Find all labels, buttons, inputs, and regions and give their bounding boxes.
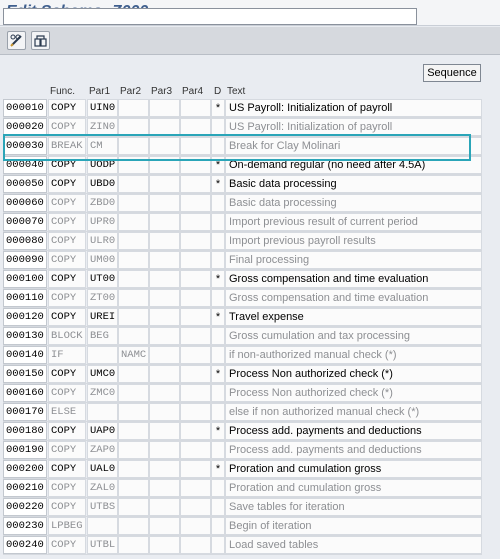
func-cell[interactable]: COPY (48, 460, 86, 478)
table-row[interactable] (3, 403, 482, 422)
par4-cell[interactable] (180, 403, 211, 421)
d-cell[interactable]: * (211, 308, 225, 326)
line-number-input[interactable]: 000090 (3, 251, 47, 269)
d-cell[interactable]: * (211, 99, 225, 117)
par4-cell[interactable] (180, 384, 211, 402)
table-row[interactable] (3, 498, 482, 517)
line-number-input[interactable]: 000010 (3, 99, 47, 117)
line-number-input[interactable]: 000060 (3, 194, 47, 212)
line-number-input[interactable]: 000230 (3, 517, 47, 535)
par1-cell[interactable]: UTBL (87, 536, 118, 554)
par3-cell[interactable] (149, 99, 180, 117)
sequence-button[interactable]: Sequence (423, 64, 481, 82)
par1-cell[interactable]: UAP0 (87, 422, 118, 440)
d-cell[interactable] (211, 441, 225, 459)
par3-cell[interactable] (149, 422, 180, 440)
line-number-input[interactable]: 000150 (3, 365, 47, 383)
par4-cell[interactable] (180, 137, 211, 155)
par3-cell[interactable] (149, 251, 180, 269)
par2-cell[interactable] (118, 175, 149, 193)
table-row[interactable] (3, 460, 482, 479)
func-cell[interactable]: COPY (48, 365, 86, 383)
d-cell[interactable] (211, 327, 225, 345)
par3-cell[interactable] (149, 498, 180, 516)
d-cell[interactable]: * (211, 365, 225, 383)
par1-cell[interactable]: ZIN0 (87, 118, 118, 136)
par2-cell[interactable] (118, 384, 149, 402)
header-func: Func. (50, 86, 76, 97)
par3-cell[interactable] (149, 460, 180, 478)
par2-cell[interactable] (118, 403, 149, 421)
par4-cell[interactable] (180, 498, 211, 516)
text-cell[interactable]: Process add. payments and deductions (225, 422, 482, 440)
application-toolbar (0, 27, 500, 55)
text-cell[interactable]: Proration and cumulation gross (225, 460, 482, 478)
d-cell[interactable]: * (211, 422, 225, 440)
other-object-button[interactable] (31, 31, 50, 50)
par2-cell[interactable] (118, 270, 149, 288)
d-cell[interactable] (211, 232, 225, 250)
table-row[interactable] (3, 479, 482, 498)
par3-cell[interactable] (149, 365, 180, 383)
par3-cell[interactable] (149, 346, 180, 364)
table-header (3, 84, 482, 99)
func-cell[interactable]: BLOCK (48, 327, 86, 345)
table-row[interactable] (3, 517, 482, 536)
table-body (3, 99, 482, 555)
par4-cell[interactable] (180, 118, 211, 136)
par1-cell[interactable]: BEG (87, 327, 118, 345)
line-number-input[interactable]: 000030 (3, 137, 47, 155)
table-row[interactable] (3, 137, 482, 156)
par2-cell[interactable] (118, 213, 149, 231)
text-cell[interactable]: Import previous result of current period (225, 213, 482, 231)
par3-cell[interactable] (149, 441, 180, 459)
table-row[interactable] (3, 99, 482, 118)
table-row[interactable] (3, 156, 482, 175)
par2-cell[interactable] (118, 498, 149, 516)
func-cell[interactable]: COPY (48, 441, 86, 459)
text-cell[interactable]: Process Non authorized check (*) (225, 384, 482, 402)
text-cell[interactable]: Proration and cumulation gross (225, 479, 482, 497)
d-cell[interactable] (211, 479, 225, 497)
text-cell[interactable]: Load saved tables (225, 536, 482, 554)
table-row[interactable] (3, 346, 482, 365)
text-cell[interactable]: Process add. payments and deductions (225, 441, 482, 459)
header-par1: Par1 (89, 86, 111, 97)
par4-cell[interactable] (180, 289, 211, 307)
par2-cell[interactable] (118, 536, 149, 554)
d-cell[interactable] (211, 137, 225, 155)
par1-cell[interactable] (87, 346, 118, 364)
func-cell[interactable]: COPY (48, 118, 86, 136)
par1-cell[interactable]: UODP (87, 156, 118, 174)
line-number-input[interactable]: 000070 (3, 213, 47, 231)
func-cell[interactable]: COPY (48, 194, 86, 212)
par4-cell[interactable] (180, 213, 211, 231)
par1-cell[interactable]: UT00 (87, 270, 118, 288)
text-cell[interactable]: Gross compensation and time evaluation (225, 270, 482, 288)
par2-cell[interactable] (118, 99, 149, 117)
par1-cell[interactable] (87, 517, 118, 535)
d-cell[interactable] (211, 403, 225, 421)
d-cell[interactable] (211, 536, 225, 554)
text-cell[interactable]: On-demand regular (no need after 4.5A) (225, 156, 482, 174)
par1-cell[interactable]: ZMC0 (87, 384, 118, 402)
par1-cell[interactable]: UM00 (87, 251, 118, 269)
table-row[interactable] (3, 175, 482, 194)
par4-cell[interactable] (180, 232, 211, 250)
d-cell[interactable]: * (211, 460, 225, 478)
header-text: Text (227, 86, 246, 97)
par3-cell[interactable] (149, 194, 180, 212)
text-cell[interactable]: Basic data processing (225, 194, 482, 212)
par2-cell[interactable] (118, 441, 149, 459)
par2-cell[interactable] (118, 118, 149, 136)
line-number-input[interactable]: 000240 (3, 536, 47, 554)
par2-cell[interactable] (118, 460, 149, 478)
table-row[interactable] (3, 194, 482, 213)
par1-cell[interactable]: UIN0 (87, 99, 118, 117)
d-cell[interactable] (211, 251, 225, 269)
par1-cell[interactable]: UTBS (87, 498, 118, 516)
line-number-input[interactable]: 000110 (3, 289, 47, 307)
table-row[interactable] (3, 441, 482, 460)
par1-cell[interactable]: ZBD0 (87, 194, 118, 212)
par2-cell[interactable] (118, 327, 149, 345)
header-par2: Par2 (120, 86, 142, 97)
d-cell[interactable]: * (211, 270, 225, 288)
par3-cell[interactable] (149, 536, 180, 554)
par4-cell[interactable] (180, 308, 211, 326)
par3-cell[interactable] (149, 289, 180, 307)
func-cell[interactable]: IF (48, 346, 86, 364)
func-cell[interactable]: COPY (48, 175, 86, 193)
par4-cell[interactable] (180, 270, 211, 288)
par4-cell[interactable] (180, 251, 211, 269)
text-cell[interactable]: Gross cumulation and tax processing (225, 327, 482, 345)
d-cell[interactable] (211, 118, 225, 136)
par1-cell[interactable]: UREI (87, 308, 118, 326)
par4-cell[interactable] (180, 460, 211, 478)
line-number-input[interactable]: 000190 (3, 441, 47, 459)
par3-cell[interactable] (149, 517, 180, 535)
func-cell[interactable]: BREAK (48, 137, 86, 155)
d-cell[interactable] (211, 346, 225, 364)
line-number-input[interactable]: 000020 (3, 118, 47, 136)
par1-cell[interactable]: ZT00 (87, 289, 118, 307)
d-cell[interactable]: * (211, 156, 225, 174)
table-row[interactable] (3, 422, 482, 441)
par3-cell[interactable] (149, 118, 180, 136)
par2-cell[interactable] (118, 156, 149, 174)
table-row[interactable] (3, 213, 482, 232)
par4-cell[interactable] (180, 441, 211, 459)
par3-cell[interactable] (149, 327, 180, 345)
line-number-input[interactable]: 000180 (3, 422, 47, 440)
header-par3: Par3 (151, 86, 173, 97)
line-number-input[interactable]: 000210 (3, 479, 47, 497)
d-cell[interactable] (211, 213, 225, 231)
par2-cell[interactable] (118, 308, 149, 326)
table-row[interactable] (3, 365, 482, 384)
table-row[interactable] (3, 384, 482, 403)
text-cell[interactable]: if non-authorized manual check (*) (225, 346, 482, 364)
par2-cell[interactable] (118, 517, 149, 535)
func-cell[interactable]: COPY (48, 289, 86, 307)
par4-cell[interactable] (180, 175, 211, 193)
d-cell[interactable] (211, 517, 225, 535)
table-row[interactable] (3, 536, 482, 555)
par2-cell[interactable] (118, 251, 149, 269)
table-row[interactable] (3, 232, 482, 251)
par4-cell[interactable] (180, 327, 211, 345)
par4-cell[interactable] (180, 194, 211, 212)
line-number-input[interactable]: 000130 (3, 327, 47, 345)
d-cell[interactable] (211, 194, 225, 212)
par1-cell[interactable]: ULR0 (87, 232, 118, 250)
par1-cell[interactable]: UMC0 (87, 365, 118, 383)
line-number-input[interactable]: 000220 (3, 498, 47, 516)
func-cell[interactable]: COPY (48, 270, 86, 288)
text-cell[interactable]: Basic data processing (225, 175, 482, 193)
par3-cell[interactable] (149, 232, 180, 250)
text-cell[interactable]: else if non authorized manual check (*) (225, 403, 482, 421)
func-cell[interactable]: LPBEG (48, 517, 86, 535)
par2-cell[interactable] (118, 137, 149, 155)
par2-cell[interactable] (118, 479, 149, 497)
line-number-input[interactable]: 000200 (3, 460, 47, 478)
func-cell[interactable]: ELSE (48, 403, 86, 421)
par2-cell[interactable] (118, 422, 149, 440)
par2-cell[interactable] (118, 232, 149, 250)
par4-cell[interactable] (180, 365, 211, 383)
par4-cell[interactable] (180, 536, 211, 554)
d-cell[interactable]: * (211, 175, 225, 193)
par2-cell[interactable] (118, 289, 149, 307)
par3-cell[interactable] (149, 175, 180, 193)
header-par4: Par4 (182, 86, 204, 97)
par2-cell[interactable]: NAMC (118, 346, 149, 364)
text-cell[interactable]: Save tables for iteration (225, 498, 482, 516)
par3-cell[interactable] (149, 384, 180, 402)
par4-cell[interactable] (180, 99, 211, 117)
table-row[interactable] (3, 251, 482, 270)
display-change-button[interactable] (7, 31, 26, 50)
func-cell[interactable]: COPY (48, 156, 86, 174)
func-cell[interactable]: COPY (48, 213, 86, 231)
func-cell[interactable]: COPY (48, 384, 86, 402)
schema-table (3, 84, 482, 555)
par3-cell[interactable] (149, 156, 180, 174)
sequence-input[interactable] (3, 8, 417, 25)
par2-cell[interactable] (118, 194, 149, 212)
table-row[interactable] (3, 118, 482, 137)
par4-cell[interactable] (180, 517, 211, 535)
func-cell[interactable]: COPY (48, 479, 86, 497)
text-cell[interactable]: Final processing (225, 251, 482, 269)
par1-cell[interactable]: UAL0 (87, 460, 118, 478)
par4-cell[interactable] (180, 346, 211, 364)
func-cell[interactable]: COPY (48, 308, 86, 326)
par1-cell[interactable]: CM (87, 137, 118, 155)
table-row[interactable] (3, 308, 482, 327)
func-cell[interactable]: COPY (48, 498, 86, 516)
par3-cell[interactable] (149, 308, 180, 326)
line-number-input[interactable]: 000120 (3, 308, 47, 326)
func-cell[interactable]: COPY (48, 232, 86, 250)
line-number-input[interactable]: 000080 (3, 232, 47, 250)
d-cell[interactable] (211, 498, 225, 516)
line-number-input[interactable]: 000160 (3, 384, 47, 402)
par3-cell[interactable] (149, 137, 180, 155)
par1-cell[interactable] (87, 403, 118, 421)
table-row[interactable] (3, 327, 482, 346)
text-cell[interactable]: Import previous payroll results (225, 232, 482, 250)
par4-cell[interactable] (180, 479, 211, 497)
func-cell[interactable]: COPY (48, 536, 86, 554)
pencil-glasses-icon (9, 33, 24, 48)
par3-cell[interactable] (149, 213, 180, 231)
table-row[interactable] (3, 270, 482, 289)
text-cell[interactable]: Gross compensation and time evaluation (225, 289, 482, 307)
line-number-input[interactable]: 000040 (3, 156, 47, 174)
text-cell[interactable]: US Payroll: Initialization of payroll (225, 99, 482, 117)
d-cell[interactable] (211, 289, 225, 307)
text-cell[interactable]: Travel expense (225, 308, 482, 326)
par3-cell[interactable] (149, 403, 180, 421)
par4-cell[interactable] (180, 422, 211, 440)
par1-cell[interactable]: UBD0 (87, 175, 118, 193)
text-cell[interactable]: Begin of iteration (225, 517, 482, 535)
func-cell[interactable]: COPY (48, 251, 86, 269)
line-number-input[interactable]: 000140 (3, 346, 47, 364)
text-cell[interactable]: US Payroll: Initialization of payroll (225, 118, 482, 136)
par1-cell[interactable]: ZAP0 (87, 441, 118, 459)
par1-cell[interactable]: UPR0 (87, 213, 118, 231)
par3-cell[interactable] (149, 479, 180, 497)
header-d: D (214, 86, 222, 97)
text-cell[interactable]: Break for Clay Molinari (225, 137, 482, 155)
table-row[interactable] (3, 289, 482, 308)
par1-cell[interactable]: ZAL0 (87, 479, 118, 497)
object-list-icon (33, 33, 48, 48)
line-number-input[interactable]: 000050 (3, 175, 47, 193)
par3-cell[interactable] (149, 270, 180, 288)
d-cell[interactable] (211, 384, 225, 402)
par4-cell[interactable] (180, 156, 211, 174)
func-cell[interactable]: COPY (48, 99, 86, 117)
line-number-input[interactable]: 000100 (3, 270, 47, 288)
line-number-input[interactable]: 000170 (3, 403, 47, 421)
text-cell[interactable]: Process Non authorized check (*) (225, 365, 482, 383)
func-cell[interactable]: COPY (48, 422, 86, 440)
par2-cell[interactable] (118, 365, 149, 383)
